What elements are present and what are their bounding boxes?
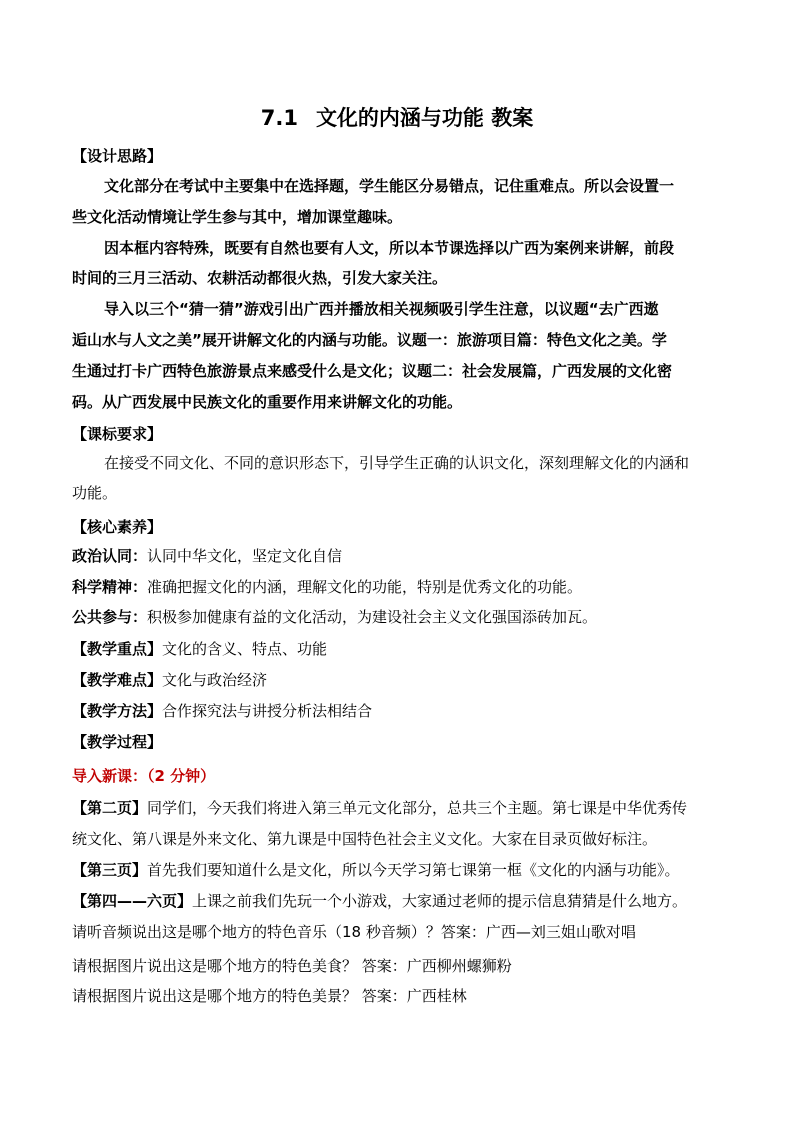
design-paragraph-3-line-3: 生通过打卡广西特色旅游景点来感受什么是文化；议题二：社会发展篇，广西发展的文化密 <box>72 362 673 380</box>
design-paragraph-2-line-2: 时间的三月三活动、农耕活动都很火热，引发大家关注。 <box>72 269 448 287</box>
intro-heading: 导入新课：（2 分钟） <box>72 767 216 785</box>
slide-2-text: 同学们，今天我们将进入第三单元文化部分，总共三个主题。第七课是中华优秀传 <box>147 799 688 817</box>
design-paragraph-3-line-1: 导入以三个“猜一猜”游戏引出广西并播放相关视频吸引学生注意，以议题“去广西遨 <box>104 300 659 318</box>
literacy-label: 公共参与： <box>72 608 148 626</box>
slide-4-6-text: 上课之前我们先玩一个小游戏，大家通过老师的提示信息猜猜是什么地方。 <box>192 892 688 910</box>
title-text: 文化的内涵与功能 教案 <box>315 106 534 130</box>
question-2: 请根据图片说出这是哪个地方的特色美食？ 答案：广西柳州螺狮粉 <box>72 957 512 975</box>
method-row <box>72 701 732 721</box>
slide-4-6-line <box>72 891 732 911</box>
difficulty-label: 【教学难点】 <box>72 671 163 689</box>
question-1: 请听音频说出这是哪个地方的特色音乐（18 秒音频）？答案：广西—刘三姐山歌对唱 <box>72 923 636 941</box>
key-point-row <box>72 639 732 659</box>
literacy-heading: 【核心素养】 <box>72 518 163 536</box>
design-paragraph-3-line-2: 逅山水与人文之美”展开讲解文化的内涵与功能。议题一：旅游项目篇：特色文化之美。学 <box>72 331 667 349</box>
difficulty-text: 文化与政治经济 <box>162 671 268 689</box>
slide-4-6-label: 【第四——六页】 <box>72 892 193 910</box>
standard-line-2: 功能。 <box>72 484 118 502</box>
title-number: 7.1 <box>260 106 298 130</box>
page-title <box>0 104 794 132</box>
slide-3-text: 首先我们要知道什么是文化，所以今天学习第七课第一框《文化的内涵与功能》。 <box>147 861 680 879</box>
literacy-text: 积极参加健康有益的文化活动，为建设社会主义文化强国添砖加瓦。 <box>147 608 598 626</box>
literacy-item <box>72 607 732 627</box>
question-3: 请根据图片说出这是哪个地方的特色美景？ 答案：广西桂林 <box>72 987 467 1005</box>
literacy-text: 认同中华文化，坚定文化自信 <box>147 547 343 565</box>
slide-3-label: 【第三页】 <box>72 861 148 879</box>
standard-heading: 【课标要求】 <box>72 425 163 443</box>
slide-2-line-2: 统文化、第八课是外来文化、第九课是中国特色社会主义文化。大家在目录页做好标注。 <box>72 830 658 848</box>
slide-2-line-1 <box>72 798 732 818</box>
design-paragraph-1-line-1: 文化部分在考试中主要集中在选择题，学生能区分易错点，记住重难点。所以会设置一 <box>104 177 675 195</box>
design-paragraph-1-line-2: 些文化活动情境让学生参与其中，增加课堂趣味。 <box>72 208 403 226</box>
key-point-label: 【教学重点】 <box>72 640 163 658</box>
method-text: 合作探究法与讲授分析法相结合 <box>162 702 373 720</box>
slide-2-label: 【第二页】 <box>72 799 148 817</box>
difficulty-row <box>72 670 732 690</box>
literacy-item <box>72 577 732 597</box>
method-label: 【教学方法】 <box>72 702 163 720</box>
design-paragraph-3-line-4: 码。从广西发展中民族文化的重要作用来讲解文化的功能。 <box>72 393 463 411</box>
literacy-label: 政治认同： <box>72 547 148 565</box>
literacy-label: 科学精神： <box>72 578 148 596</box>
design-paragraph-2-line-1: 因本框内容特殊，既要有自然也要有人文，所以本节课选择以广西为案例来讲解，前段 <box>104 239 675 257</box>
literacy-item <box>72 546 732 566</box>
process-heading: 【教学过程】 <box>72 733 163 751</box>
slide-3-line <box>72 860 732 880</box>
key-point-text: 文化的含义、特点、功能 <box>162 640 328 658</box>
literacy-text: 准确把握文化的内涵，理解文化的功能，特别是优秀文化的功能。 <box>147 578 583 596</box>
design-heading: 【设计思路】 <box>72 147 163 165</box>
standard-line-1: 在接受不同文化、不同的意识形态下，引导学生正确的认识文化，深刻理解文化的内涵和 <box>104 454 690 472</box>
